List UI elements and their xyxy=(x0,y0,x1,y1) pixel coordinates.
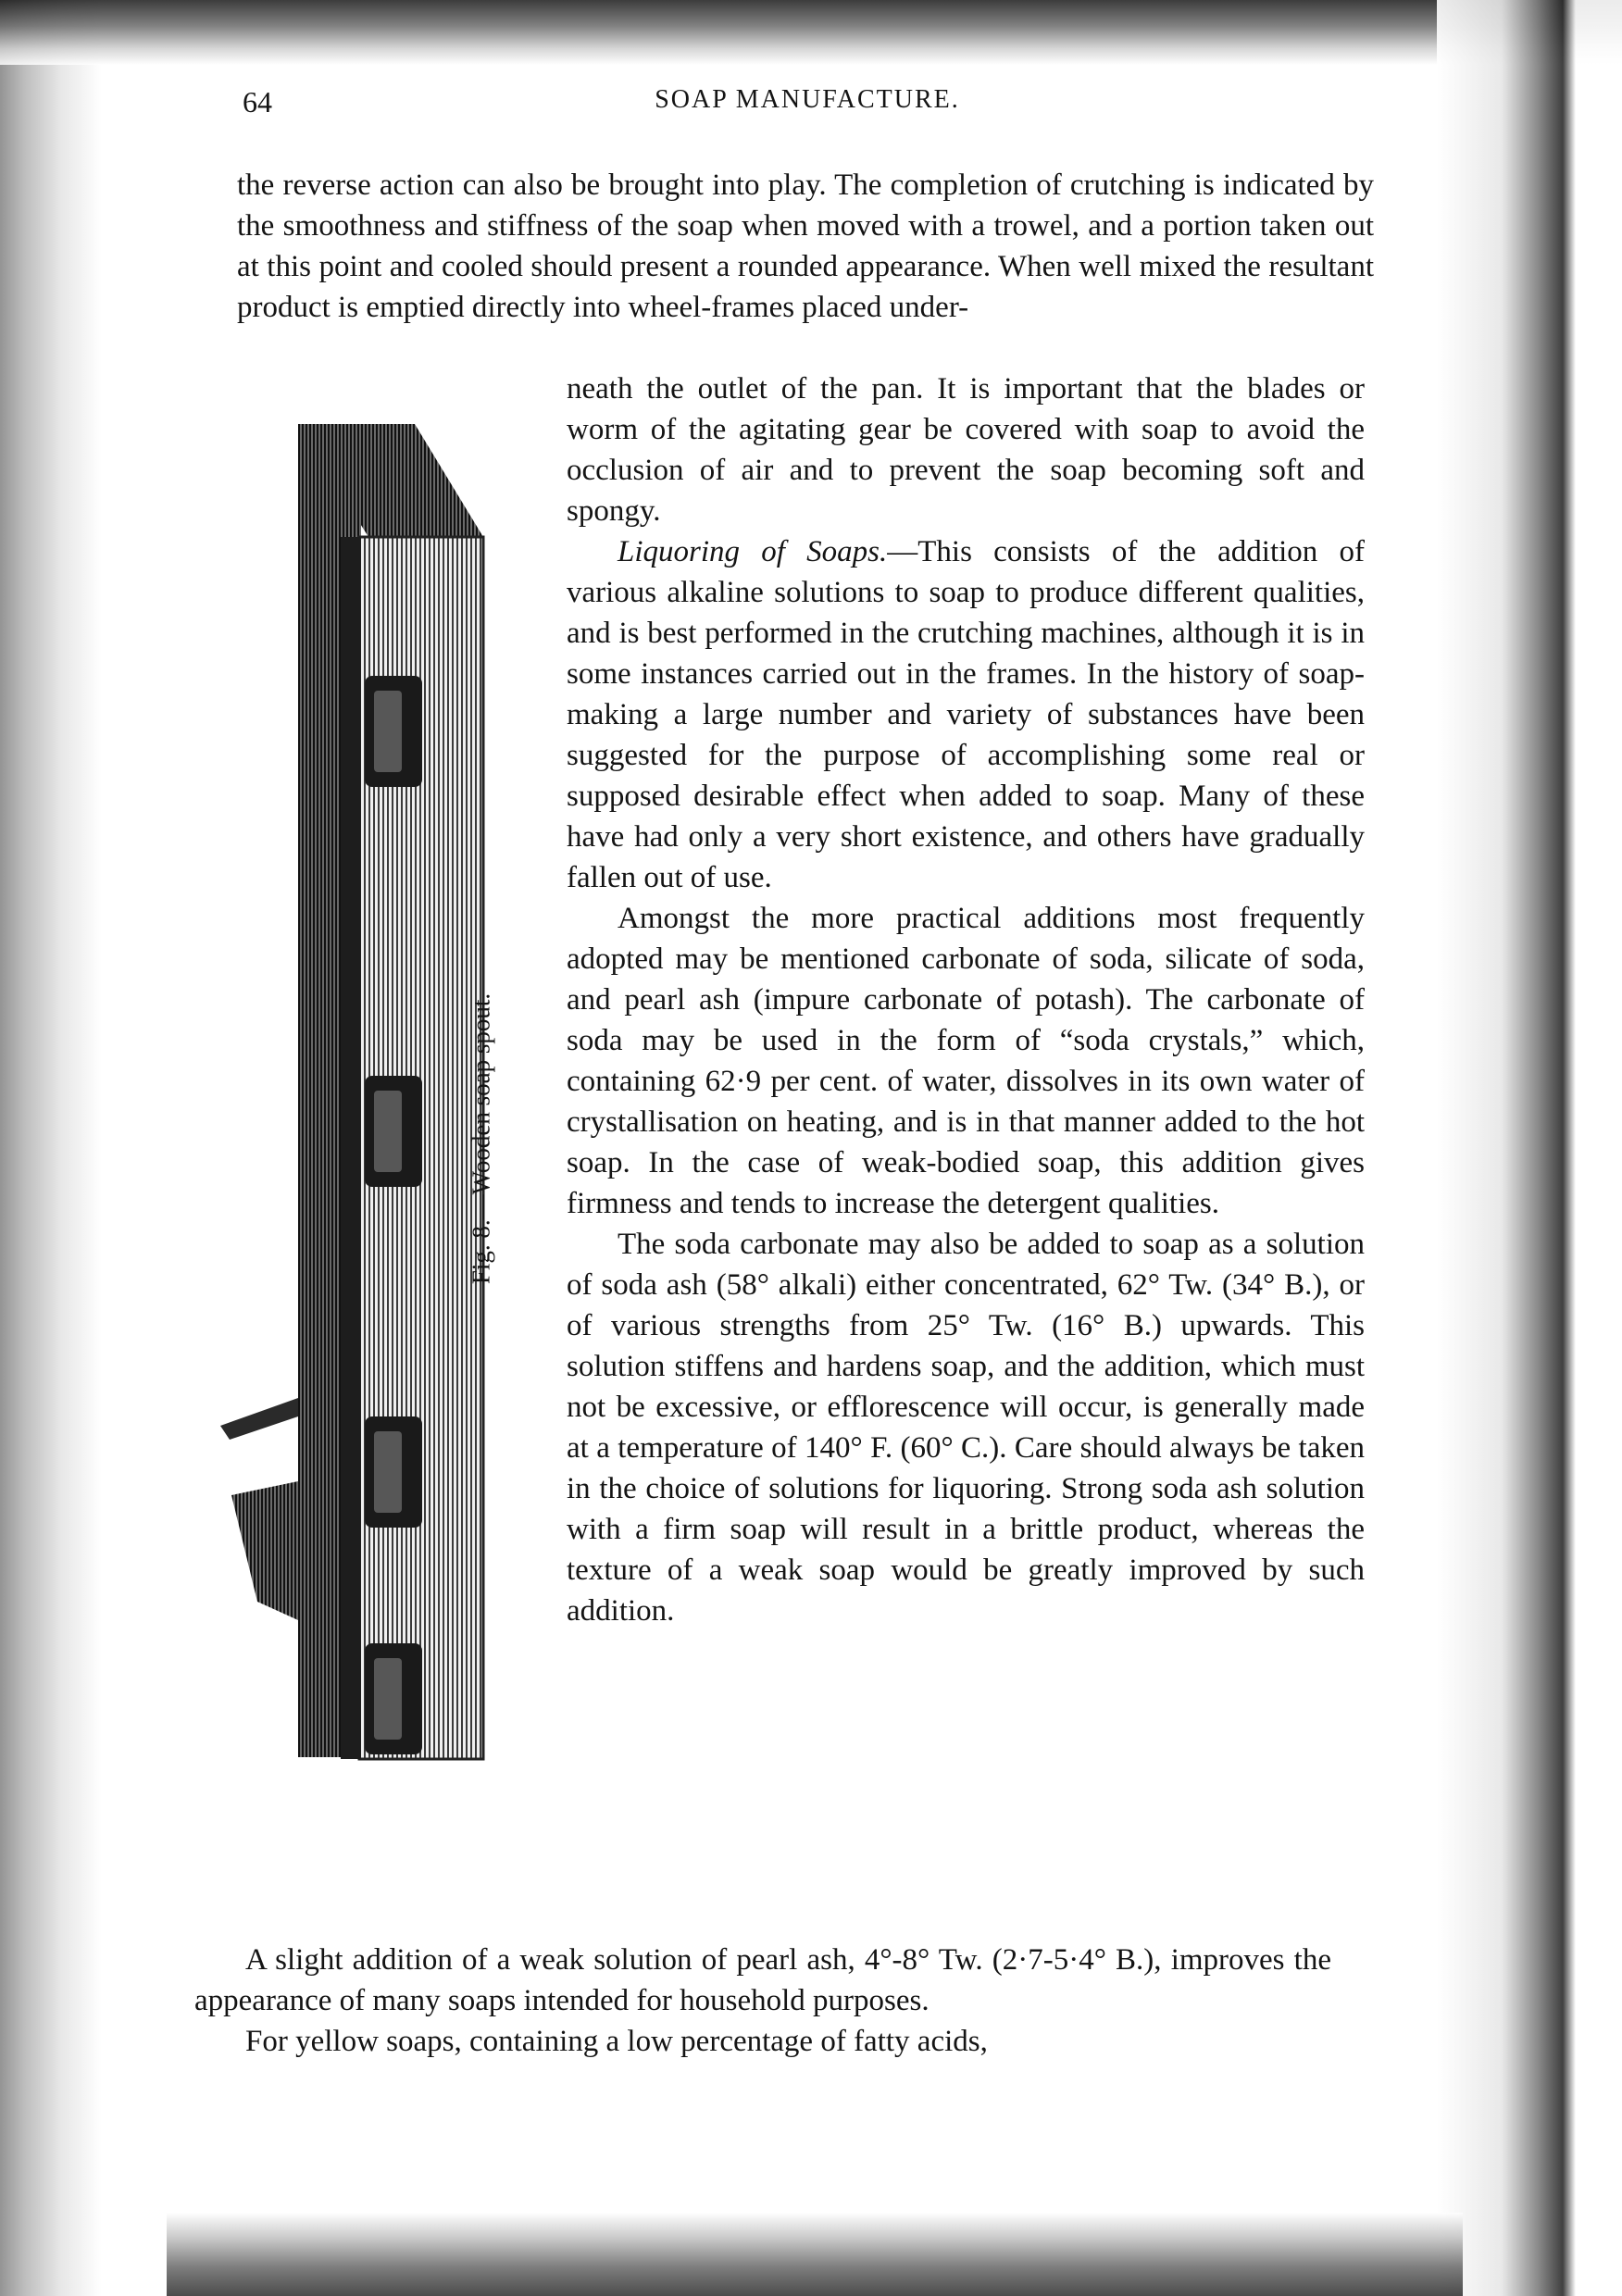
page-edge-shadow-left xyxy=(0,0,102,2296)
page-header xyxy=(243,85,1372,122)
paragraph-additions: Amongst the more practical additions most frequently adopted may be mentioned carbonate of soda, silicate of soda, and pearl ash (impure carbonate of potash). The carbonate of soda may be used in the form of “soda crystals,” which, containing 62·9 per cent. of water, dissolves in its own water of crystallisation on heating, and is in that manner added to the hot soap. In the case of weak-bodied soap, this addition gives firmness and tends to increase the detergent qualities. xyxy=(567,902,1365,1220)
page-edge-shadow-top xyxy=(0,0,1622,65)
heading-liquoring: Liquoring of Soaps. xyxy=(618,535,888,568)
spout-bracket xyxy=(365,676,422,787)
spout-bracket xyxy=(365,1416,422,1528)
page-number: 64 xyxy=(243,85,272,119)
paragraph-crutching-cont: neath the outlet of the pan. It is important that the blades or worm of the agitating gear be covered with soap to avoid the occlusion of air and to prevent the soap becoming soft and spongy. xyxy=(567,372,1365,528)
page-edge-shadow-right xyxy=(1437,0,1622,2296)
paragraph-crutching: the reverse action can also be brought into play. The completion of crutching is indicated by the smoothness and stiffness of the soap when moved with a trowel, and a portion taken out at this point and cooled should present a rounded appearance. When well mixed the resultant product is emptied directly into wheel-frames placed under- xyxy=(237,168,1374,324)
text-column-right xyxy=(567,368,1365,1631)
text-closing xyxy=(194,1940,1331,2062)
spout-edge-strip xyxy=(341,537,361,1759)
text-opening xyxy=(237,165,1374,328)
liquoring-body: —This consists of the addition of various alkaline solutions to soap to produce different qualities, and is best performed in the crutching machines, although it is in some instances carried out in the frames. In the history of soap-making a large number and variety of substances have been suggested for the purpose of accomplishing some real or supposed desirable effect when added to soap. Many of these have had only a very short existence, and others have gradually fallen out of use. xyxy=(567,535,1365,894)
spout-lip-upper xyxy=(220,1398,298,1440)
spout-lip-lower xyxy=(231,1481,298,1620)
paragraph-yellow-soaps: For yellow soaps, containing a low percentage of fatty acids, xyxy=(245,2025,988,2058)
running-title: SOAP MANUFACTURE. xyxy=(655,85,960,114)
figure-caption-text: Fig. 8.—Wooden soap spout. xyxy=(467,992,495,1285)
paragraph-pearl-ash: A slight addition of a weak solution of pearl ash, 4°-8° Tw. (2·7-5·4° B.), improves the appearance of many soaps intended for household purposes. xyxy=(194,1943,1331,2017)
paragraph-soda-carbonate: The soda carbonate may also be added to soap as a solution of soda ash (58° alkali) either concentrated, 62° Tw. (34° B.), or of various strengths from 25° Tw. (16° B.) upwards. This solution stiffens and hardens soap, and the addition, which must not be excessive, or efflorescence will occur, is generally made at a temperature of 140° F. (60° C.). Care should always be taken in the choice of solutions for liquoring. Strong soda ash solution with a firm soap will result in a brittle product, whereas the texture of a weak soap would be greatly improved by such addition. xyxy=(567,1228,1365,1628)
spout-bracket xyxy=(365,1076,422,1187)
page-edge-shadow-bottom xyxy=(167,2213,1463,2296)
spout-bracket xyxy=(365,1643,422,1754)
figure-caption xyxy=(458,926,505,1352)
paragraph-liquoring xyxy=(567,531,1365,898)
